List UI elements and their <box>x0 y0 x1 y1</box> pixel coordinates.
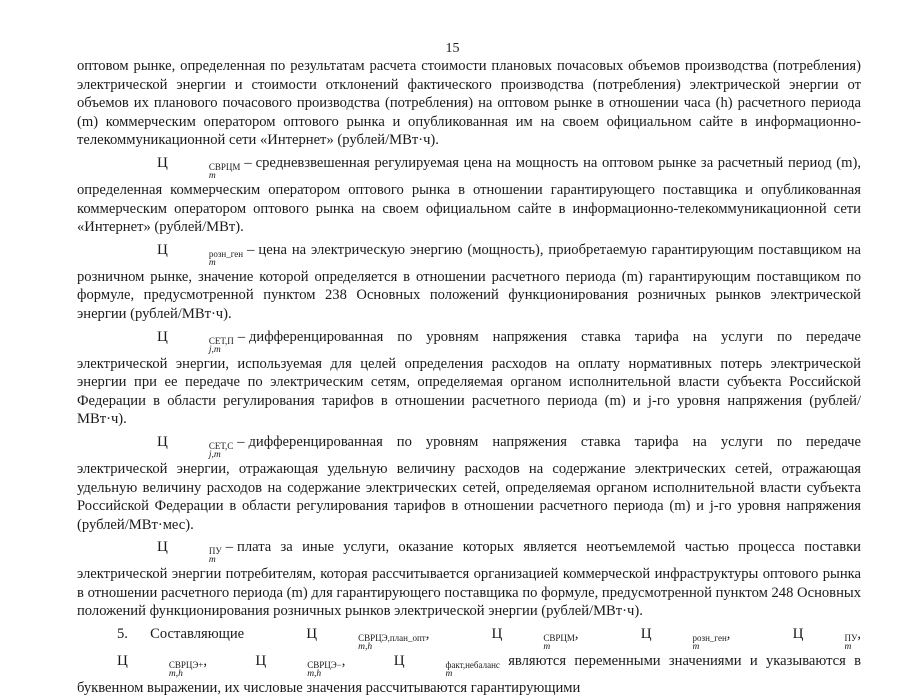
paragraph-1: оптовом рынке, определенная по результатам расчета стоимости плановых почасовых объемов производства (потребления) электрической энергии и стоимости отклонений фактического производства (потребления) электрической энергии от объемов их планового почасового производства (потребления) на оптовом рынке в отношении часа (h) расчетного периода (m) коммерческим оператором оптового рынка и опубликованная им на своем официальном сайте в информационно-телекоммуникационной сети «Интернет» (рублей/МВт·ч). <box>77 58 861 149</box>
symbol-pu-2: Ц ПУ m <box>792 626 858 653</box>
symbol-svrcm-2: Ц СВРЦМ m <box>491 626 575 653</box>
symbol-rozn-gen: Ц розн_ген m <box>157 241 244 268</box>
symbol-set-s: Ц СЕТ,С j,m <box>157 433 234 460</box>
symbol-svrce-plan: Ц СВРЦЭ,план_опт m,h <box>306 626 426 653</box>
paragraph-6: Ц ПУ m – плата за иные услуги, оказание которых является неотъемлемой частью процесса поставки электрической энергии потребителям, которая рассчитывается организацией коммерческой инфраструктуры оптового рынка в отношении расчетного периода (m) для гарантирующего поставщика по формуле, предусмотренной пунктом 248 Основных положений функционирования розничных рынков электрической энергии (рублей/МВт·ч). <box>77 539 861 620</box>
paragraph-2: Ц СВРЦМ m – средневзвешенная регулируемая цена на мощность на оптовом рынке за расчетный период (m), определенная коммерческим оператором оптового рынка в отношении гарантирующего поставщика и опубликованная коммерческим оператором оптового рынка на своем официальном сайте в информационно-телекоммуникационной сети «Интернет» (рублей/МВт). <box>77 154 861 236</box>
document-body <box>77 57 861 698</box>
paragraph-3: Ц розн_ген m – цена на электрическую энергию (мощность), приобретаемую гарантирующим поставщиком на розничном рынке, значение которой определяется в отношении расчетного периода (m) гарантирующим поставщиком по формуле, предусмотренной пунктом 238 Основных положений функционирования розничных рынков электрической энергии (рублей/МВт·ч). <box>77 241 861 322</box>
symbol-svrce-plus: Ц СВРЦЭ+ m,h <box>117 653 204 680</box>
paragraph-7: 5. Составляющие Ц СВРЦЭ,план_опт m,h , Ц СВРЦМ m , Ц розн_ген m , Ц ПУ m , Ц СВРЦЭ+ m,h , Ц СВРЦЭ− m,h , Ц факт,небаланс m являются переменными значениями и указываются в буквенном выражении, их числовые значения рассчитываются гарантирующими <box>77 626 862 697</box>
symbol-pu: Ц ПУ m <box>157 539 222 566</box>
symbol-svrce-minus: Ц СВРЦЭ− m,h <box>255 653 342 680</box>
symbol-rozn-gen-2: Ц розн_ген m <box>640 626 727 653</box>
symbol-svrcm: Ц СВРЦМ m <box>157 154 241 181</box>
symbol-set-p: Ц СЕТ,П j,m <box>157 328 234 355</box>
page-number: 15 <box>445 41 460 56</box>
paragraph-5: Ц СЕТ,С j,m – дифференцированная по уровням напряжения ставка тарифа на услуги по передаче электрической энергии, отражающая удельную величину расходов на содержание электрических сетей, отражающая удельную величину расходов на содержание электрических сетей, определяемая органом исполнительной власти субъекта Российской Федерации в области регулирования тарифов в отношении расчетного периода (m) и j-го уровня напряжения (рублей/МВт·мес). <box>77 433 861 533</box>
symbol-fakt-nebalans: Ц факт,небаланс m <box>393 653 500 680</box>
paragraph-4: Ц СЕТ,П j,m – дифференцированная по уровням напряжения ставка тарифа на услуги по передаче электрической энергии, используемая для целей определения расходов на оплату нормативных потерь электрической энергии при ее передаче по электрическим сетям, определяемая органом исполнительной власти субъекта Российской Федерации в области регулирования тарифов в отношении расчетного периода (m) и j-го уровня напряжения (рублей/МВт·ч). <box>77 328 861 428</box>
